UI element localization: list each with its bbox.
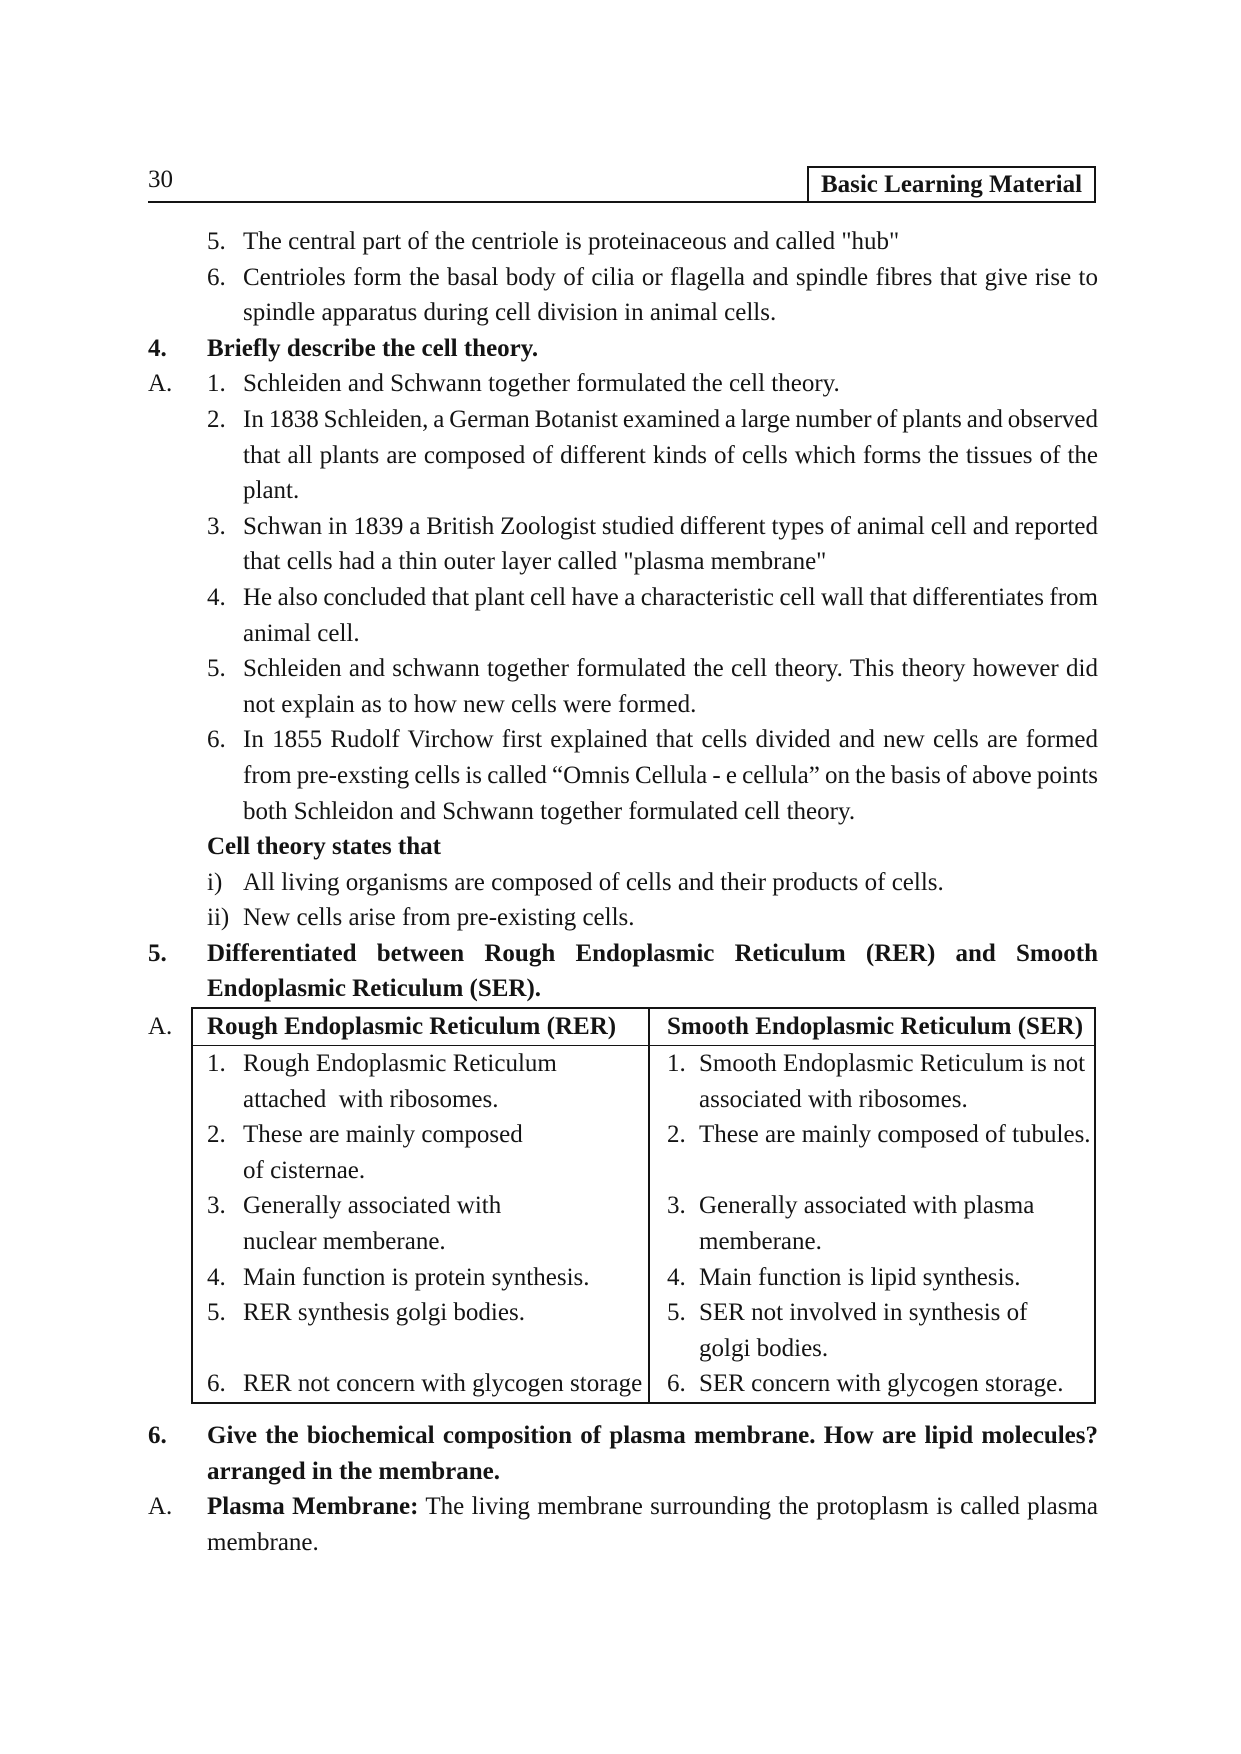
- list-item: [148, 366, 1098, 402]
- list-item-text: animal cell.: [243, 619, 360, 647]
- list-item-text: In 1838 Schleiden, a German Botanist examined a large number of plants and observed: [243, 405, 1098, 433]
- list-item-text: both Schleidon and Schwann together formulated cell theory.: [243, 797, 856, 825]
- table-cell-text: nuclear memberane.: [243, 1228, 446, 1256]
- table-header-ser: Smooth Endoplasmic Reticulum (SER): [650, 1009, 1094, 1046]
- table-cell-line: [193, 1260, 648, 1296]
- table-cell-line: [193, 1224, 648, 1260]
- question-text: Endoplasmic Reticulum (SER).: [207, 975, 542, 1003]
- table-cell-text: RER synthesis golgi bodies.: [243, 1299, 525, 1327]
- table-cell-line: [650, 1295, 1094, 1331]
- list-item: [148, 722, 1098, 758]
- question-number: 4.: [148, 334, 167, 362]
- header-rule: [148, 201, 1096, 203]
- list-item-number: 3.: [207, 512, 226, 540]
- list-item-number: 4.: [207, 583, 226, 611]
- table-cell-line: [193, 1188, 648, 1224]
- question: [148, 331, 1098, 367]
- list-item-continuation: [148, 295, 1098, 331]
- table-cell-text: Rough Endoplasmic Reticulum: [243, 1050, 557, 1078]
- question: [148, 1418, 1098, 1454]
- statement-text: New cells arise from pre-existing cells.: [243, 904, 635, 932]
- answer-text: membrane.: [207, 1528, 319, 1556]
- running-title-box: Basic Learning Material: [807, 166, 1096, 203]
- rer-ser-table: [191, 1007, 1096, 1404]
- table-cell-text: RER not concern with glycogen storage: [243, 1370, 643, 1398]
- answer-term: Plasma Membrane:: [207, 1493, 419, 1521]
- table-cell-line: [193, 1295, 648, 1331]
- table-cell-line: [193, 1117, 648, 1153]
- list-item-continuation: [148, 438, 1098, 474]
- question-continuation: [148, 971, 1098, 1007]
- table-cell-number: 2.: [207, 1121, 226, 1149]
- answer-label: A.: [148, 370, 173, 398]
- statement-text: All living organisms are composed of cells and their products of cells.: [243, 868, 944, 896]
- table-cell-rer: [193, 1260, 650, 1296]
- table-cell-number: 4.: [207, 1263, 226, 1291]
- list-item: [148, 509, 1098, 545]
- table-cell-line: [650, 1366, 1094, 1402]
- page-content: [148, 224, 1098, 1560]
- table-cell-text: SER not involved in synthesis of: [699, 1299, 1028, 1327]
- table-cell-number: 1.: [667, 1050, 686, 1078]
- answer: [148, 1489, 1098, 1525]
- table-cell-text: Main function is lipid synthesis.: [699, 1263, 1021, 1291]
- table-cell-line: [193, 1153, 648, 1189]
- statement-label: i): [207, 868, 223, 896]
- table-cell-text: SER concern with glycogen storage.: [699, 1370, 1064, 1398]
- table-cell-number: 6.: [667, 1370, 686, 1398]
- table-cell-number: 6.: [207, 1370, 226, 1398]
- question-text: arranged in the membrane.: [207, 1457, 501, 1485]
- list-item-continuation: [148, 794, 1098, 830]
- list-item-text: Schwan in 1839 a British Zoologist studied different types of animal cell and reported: [243, 512, 1098, 540]
- table-cell-text: Generally associated with plasma: [699, 1192, 1035, 1220]
- statement-label: ii): [207, 904, 230, 932]
- table-cell-line: [650, 1331, 1094, 1367]
- cell-theory-heading: Cell theory states that: [207, 833, 441, 861]
- answer-continuation: [148, 1525, 1098, 1561]
- list-item-text: Schleiden and schwann together formulated the cell theory. This theory however did: [243, 655, 1098, 683]
- table-cell-number: 1.: [207, 1050, 226, 1078]
- list-item-number: 6.: [207, 263, 226, 291]
- table-cell-number: 2.: [667, 1121, 686, 1149]
- table-cell-text: These are mainly composed: [243, 1121, 523, 1149]
- table-cell-rer: [193, 1366, 650, 1402]
- table-cell-text: attached with ribosomes.: [243, 1085, 499, 1113]
- list-item-text: He also concluded that plant cell have a characteristic cell wall that differentiates from: [243, 583, 1098, 611]
- table-cell-ser: [650, 1188, 1094, 1259]
- list-item-number: 6.: [207, 726, 226, 754]
- table-cell-number: 3.: [667, 1192, 686, 1220]
- question-continuation: [148, 1454, 1098, 1490]
- list-item-text: not explain as to how new cells were formed.: [243, 690, 697, 718]
- list-item-text: that all plants are composed of different kinds of cells which forms the tissues of the: [243, 441, 1098, 469]
- rer-ser-comparison: [148, 1007, 1098, 1404]
- list-item-text: from pre-exsting cells is called “Omnis Cellula - e cellula” on the basis of above points: [243, 761, 1098, 789]
- list-item-number: 5.: [207, 228, 226, 255]
- question: [148, 936, 1098, 972]
- question-text: Give the biochemical composition of plasma membrane. How are lipid molecules?: [207, 1422, 1098, 1449]
- list-item: [148, 224, 1098, 260]
- table-cell-text: memberane.: [699, 1228, 822, 1256]
- table-cell-ser: [650, 1046, 1094, 1117]
- list-item-text: Centrioles form the basal body of cilia or flagella and spindle fibres that give rise to: [243, 263, 1098, 291]
- table-cell-text: These are mainly composed of tubules.: [699, 1121, 1091, 1149]
- list-item-text: In 1855 Rudolf Virchow first explained that cells divided and new cells are formed: [243, 726, 1098, 754]
- question-number: 6.: [148, 1422, 167, 1449]
- list-item-text: plant.: [243, 477, 300, 505]
- list-item: [148, 260, 1098, 296]
- table-cell-rer: [193, 1046, 650, 1117]
- list-item: [148, 580, 1098, 616]
- table-cell-rer: [193, 1117, 650, 1188]
- list-item: [148, 402, 1098, 438]
- list-item-text: spindle apparatus during cell division in animal cells.: [243, 299, 777, 327]
- table-cell-line: [650, 1117, 1094, 1153]
- statement-item: [148, 865, 1098, 901]
- table-cell-line: [650, 1046, 1094, 1082]
- table-cell-text: Smooth Endoplasmic Reticulum is not: [699, 1050, 1086, 1078]
- list-item-continuation: [148, 758, 1098, 794]
- table-cell-text: Generally associated with: [243, 1192, 502, 1220]
- answer-text: The living membrane surrounding the protoplasm is called plasma: [425, 1493, 1098, 1521]
- list-item: [148, 651, 1098, 687]
- table-cell-rer: [193, 1295, 650, 1366]
- table-cell-ser: [650, 1260, 1094, 1296]
- table-cell-line: [193, 1082, 648, 1118]
- table-cell-ser: [650, 1295, 1094, 1366]
- list-item-number: 1.: [207, 370, 226, 398]
- table-cell-line: [650, 1188, 1094, 1224]
- table-cell-text: Main function is protein synthesis.: [243, 1263, 590, 1291]
- list-item-continuation: [148, 616, 1098, 652]
- question-number: 5.: [148, 939, 167, 967]
- table-cell-text: of cisternae.: [243, 1156, 366, 1184]
- question-text: Differentiated between Rough Endoplasmic Reticulum (RER) and Smooth: [207, 939, 1098, 967]
- table-cell-line: [650, 1260, 1094, 1296]
- table-cell-number: 5.: [207, 1299, 226, 1327]
- table-cell-ser: [650, 1117, 1094, 1188]
- list-item-number: 5.: [207, 655, 226, 683]
- list-item-number: 2.: [207, 405, 226, 433]
- table-cell-line: [193, 1366, 648, 1402]
- list-item-continuation: [148, 687, 1098, 723]
- list-item-text: that cells had a thin outer layer called "plasma membrane": [243, 548, 827, 576]
- table-cell-ser: [650, 1366, 1094, 1402]
- table-header-rer: Rough Endoplasmic Reticulum (RER): [193, 1009, 650, 1046]
- question-6-block: [148, 1418, 1098, 1560]
- table-cell-rer: [193, 1188, 650, 1259]
- answer-label: A.: [148, 1013, 173, 1041]
- table-cell-line: [650, 1224, 1094, 1260]
- table-cell-text: associated with ribosomes.: [699, 1085, 968, 1113]
- cell-theory-heading-line: [148, 829, 1098, 865]
- table-cell-number: 4.: [667, 1263, 686, 1291]
- table-cell-line: [650, 1082, 1094, 1118]
- list-item-text: Schleiden and Schwann together formulated the cell theory.: [243, 370, 840, 398]
- list-item-continuation: [148, 473, 1098, 509]
- answer-label: A.: [148, 1493, 173, 1521]
- question-text: Briefly describe the cell theory.: [207, 334, 539, 362]
- answer-line: [207, 1489, 1098, 1525]
- statement-item: [148, 900, 1098, 936]
- table-cell-text: golgi bodies.: [699, 1334, 829, 1362]
- table-cell-number: 3.: [207, 1192, 226, 1220]
- list-item-text: The central part of the centriole is proteinaceous and called "hub": [243, 228, 900, 255]
- page-number: 30: [148, 166, 173, 193]
- table-cell-number: 5.: [667, 1299, 686, 1327]
- list-item-continuation: [148, 544, 1098, 580]
- table-cell-line: [193, 1046, 648, 1082]
